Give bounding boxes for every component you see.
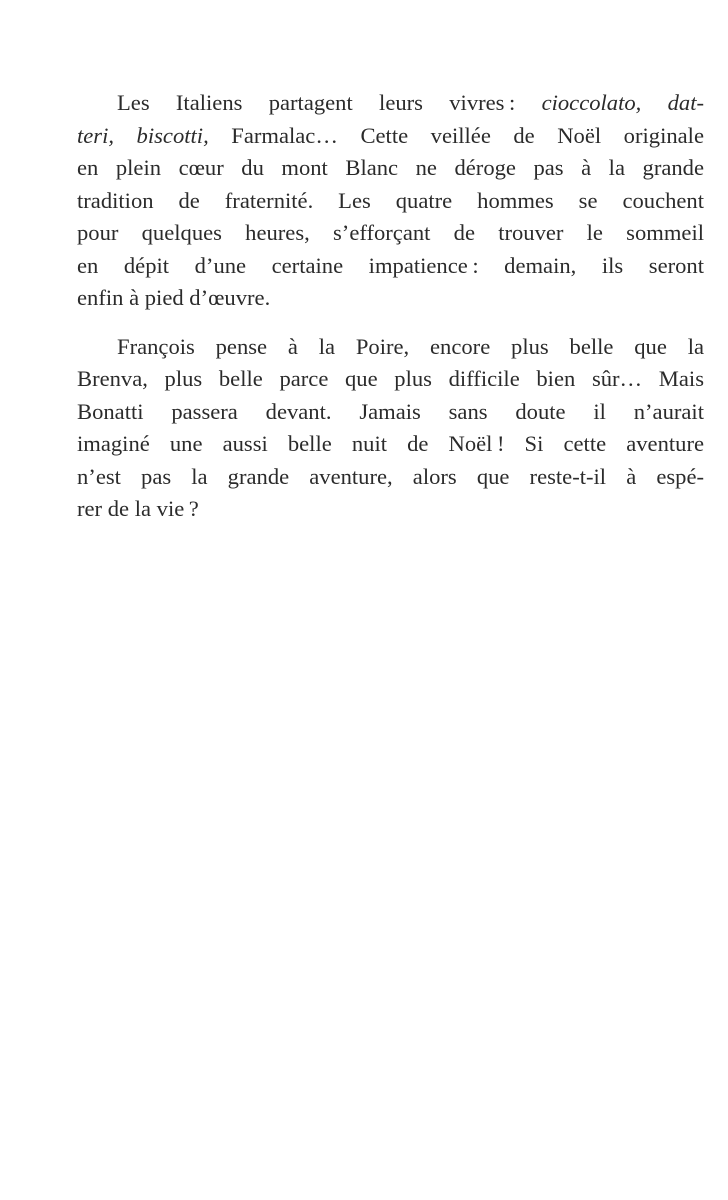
text-run: François pense à la Poire, encore plus belle que la: [117, 333, 704, 359]
text-run: Farmalac… Cette veillée de Noël originale: [208, 122, 704, 148]
text-line: [77, 282, 704, 315]
italic-text-run: teri, biscotti,: [77, 122, 209, 148]
text-line: [77, 152, 704, 185]
text-run: en dépit d’une certaine impatience : demain, ils seront: [77, 252, 704, 278]
text-line: [77, 217, 704, 250]
text-run: imaginé une aussi belle nuit de Noël ! Si cette aventure: [77, 431, 704, 456]
paragraph-2: [77, 331, 704, 526]
italic-text-run: cioccolato, dat-: [541, 90, 704, 115]
text-line: [77, 396, 704, 429]
text-line: [77, 363, 704, 396]
text-run: Bonatti passera devant. Jamais sans doute il n’aurait: [77, 398, 704, 424]
text-run: tradition de fraternité. Les quatre hommes se couchent: [77, 187, 704, 213]
text-line: [77, 185, 704, 218]
text-run: en plein cœur du mont Blanc ne déroge pas à la grande: [77, 155, 704, 180]
text-run: pour quelques heures, s’efforçant de trouver le sommeil: [77, 220, 704, 245]
text-run: n’est pas la grande aventure, alors que reste-t-il à espé-: [77, 463, 704, 489]
text-line: [77, 493, 704, 526]
text-line: [77, 461, 704, 494]
text-run: rer de la vie ?: [77, 496, 199, 521]
text-line: [77, 428, 704, 461]
text-line: [77, 250, 704, 283]
text-line: [77, 120, 704, 153]
text-line: [77, 87, 704, 120]
book-page-text: [77, 87, 704, 526]
text-run: enfin à pied d’œuvre.: [77, 285, 271, 310]
paragraph-1: [77, 87, 704, 315]
text-run: Brenva, plus belle parce que plus difficile bien sûr… Mais: [77, 366, 704, 391]
text-line: [77, 331, 704, 364]
text-run: Les Italiens partagent leurs vivres :: [117, 90, 542, 115]
